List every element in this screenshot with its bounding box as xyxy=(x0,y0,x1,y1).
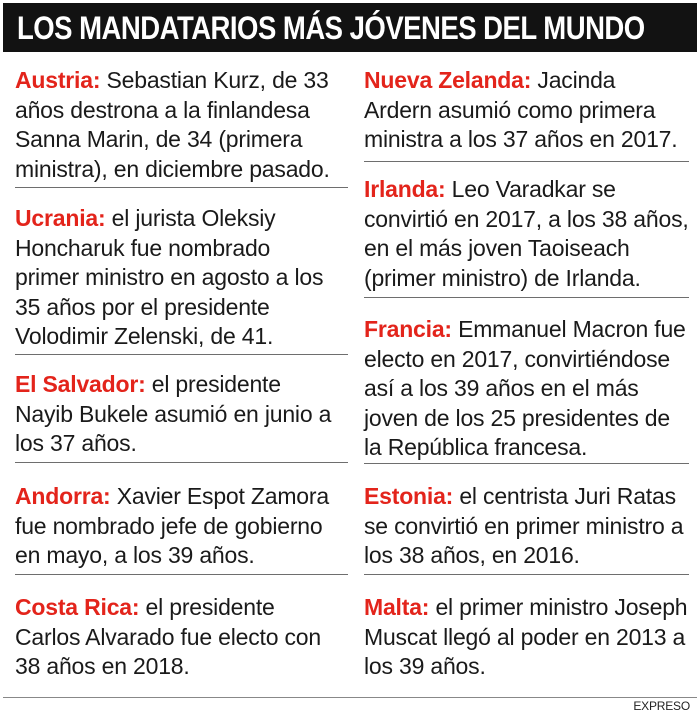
country-label: Austria: xyxy=(15,67,101,93)
divider xyxy=(364,297,689,298)
entry-line: los 37 años. xyxy=(15,430,137,456)
divider xyxy=(15,354,348,355)
entry-first-line xyxy=(364,66,689,96)
divider xyxy=(15,574,348,575)
entry-line: años destrona a la finlandesa xyxy=(15,96,310,123)
divider xyxy=(364,463,689,464)
entry-irlanda xyxy=(364,175,689,293)
entry-ucrania xyxy=(15,204,348,352)
country-label: Nueva Zelanda: xyxy=(364,67,532,93)
page-title: LOS MANDATARIOS MÁS JÓVENES DEL MUNDO xyxy=(17,10,645,46)
source-credit: EXPRESO xyxy=(633,699,690,713)
entry-text: Xavier Espot Zamora xyxy=(110,483,329,509)
entry-line: electo en 2017, convirtiéndose xyxy=(364,345,670,372)
entry-line: los 39 años. xyxy=(364,653,486,679)
entry-line: Ardern asumió como primera xyxy=(364,96,656,123)
entry-first-line xyxy=(364,315,689,345)
entry-malta xyxy=(364,593,689,682)
divider xyxy=(364,161,689,162)
entry-estonia xyxy=(364,482,689,571)
country-label: Malta: xyxy=(364,594,430,620)
entry-line: Volodimir Zelenski, de 41. xyxy=(15,323,274,349)
country-label: Estonia: xyxy=(364,483,454,509)
entry-line: la República francesa. xyxy=(364,434,588,460)
entry-line: fue nombrado jefe de gobierno xyxy=(15,512,323,539)
country-label: El Salvador: xyxy=(15,371,146,397)
entry-line: se convirtió en primer ministro a xyxy=(364,512,684,539)
divider xyxy=(15,462,348,463)
entry-line: ministra a los 37 años en 2017. xyxy=(364,126,678,152)
entry-line: convirtió en 2017, a los 38 años, xyxy=(364,205,689,232)
footer-divider xyxy=(3,697,697,698)
entry-text: Sebastian Kurz, de 33 xyxy=(100,67,329,93)
country-label: Ucrania: xyxy=(15,205,106,231)
entry-el-salvador xyxy=(15,370,348,459)
entry-text: Jacinda xyxy=(531,67,616,93)
entry-line: en mayo, a los 39 años. xyxy=(15,542,255,568)
entry-line: 35 años por el presidente xyxy=(15,293,270,320)
entry-first-line xyxy=(15,370,348,400)
divider xyxy=(15,187,348,188)
entry-line: ministra), en diciembre pasado. xyxy=(15,155,330,182)
entry-line: joven de los 25 presidentes de xyxy=(364,404,670,431)
entry-line: los 38 años, en 2016. xyxy=(364,542,580,568)
entry-first-line xyxy=(15,66,348,96)
entry-text: Leo Varadkar se xyxy=(445,176,616,202)
entry-line: así a los 39 años en el más xyxy=(364,375,639,401)
entry-costa-rica xyxy=(15,593,348,682)
entry-first-line xyxy=(15,204,348,234)
entry-first-line xyxy=(15,482,348,512)
entry-austria xyxy=(15,66,348,184)
entry-line: en el más joven Taoiseach xyxy=(364,235,630,261)
entry-line: Honcharuk fue nombrado xyxy=(15,234,271,261)
country-label: Francia: xyxy=(364,316,452,342)
country-label: Irlanda: xyxy=(364,176,446,202)
title-banner xyxy=(3,3,697,52)
divider xyxy=(364,574,689,575)
country-label: Andorra: xyxy=(15,483,111,509)
entry-first-line xyxy=(364,593,689,623)
entry-text: Emmanuel Macron fue xyxy=(451,316,686,342)
entry-line: primer ministro en agosto a los xyxy=(15,264,324,290)
country-label: Costa Rica: xyxy=(15,594,140,620)
entry-line: (primer ministro) de Irlanda. xyxy=(364,264,641,291)
entry-line: 38 años en 2018. xyxy=(15,653,190,679)
entry-first-line xyxy=(364,482,689,512)
entry-text: el presidente xyxy=(145,371,281,397)
entry-francia xyxy=(364,315,689,463)
entry-first-line xyxy=(15,593,348,623)
entry-first-line xyxy=(364,175,689,205)
entry-line: Nayib Bukele asumió en junio a xyxy=(15,400,332,427)
entry-text: el presidente xyxy=(139,594,275,620)
entry-nueva-zelanda xyxy=(364,66,689,155)
entry-text: el jurista Oleksiy xyxy=(105,205,276,231)
entry-line: Carlos Alvarado fue electo con xyxy=(15,623,321,650)
entry-text: el primer ministro Joseph xyxy=(429,594,688,620)
entry-line: Muscat llegó al poder en 2013 a xyxy=(364,623,686,650)
entry-andorra xyxy=(15,482,348,571)
entry-text: el centrista Juri Ratas xyxy=(453,483,676,509)
entry-line: Sanna Marin, de 34 (primera xyxy=(15,126,303,152)
